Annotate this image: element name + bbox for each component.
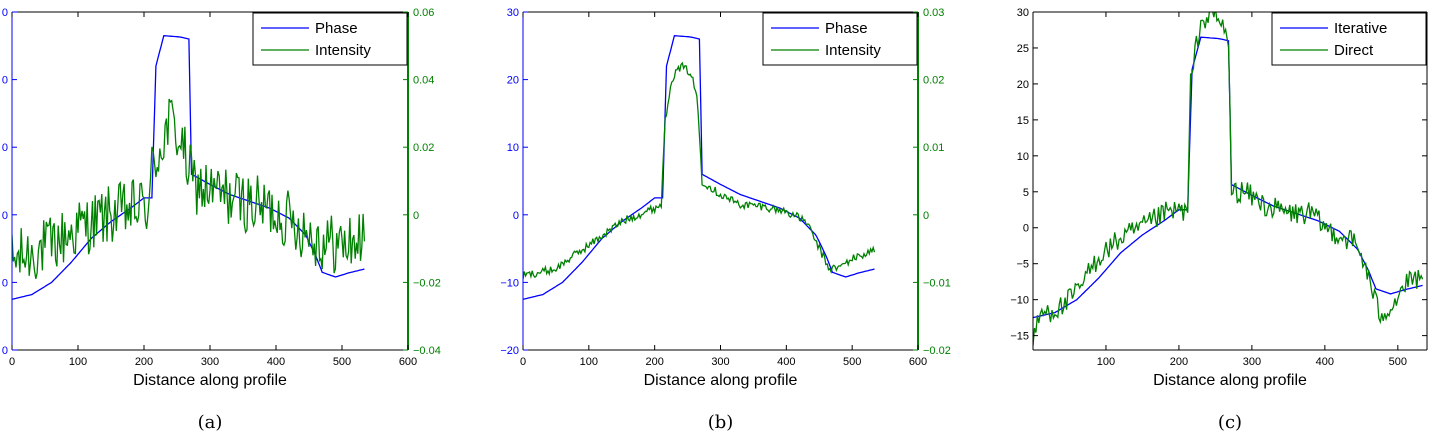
x-tick-label: 0 <box>8 356 16 368</box>
legend <box>253 13 407 65</box>
y-tick-label-left: −15 <box>1010 330 1029 343</box>
y-tick-label-left: 0 <box>1022 222 1029 235</box>
legend-label-intensity: Intensity <box>315 42 371 59</box>
y-tick-label-left: 30 <box>1016 7 1029 19</box>
x-tick-label: 400 <box>266 356 286 368</box>
y-tick-label-left: 30 <box>506 7 519 19</box>
legend-label-direct: Direct <box>1334 42 1374 59</box>
y-tick-label-left: −10 <box>1010 294 1029 307</box>
y-tick-label-left: 10 <box>506 142 519 155</box>
y-tick-label-right: 0 <box>413 209 420 222</box>
y-tick-label-left: −10 <box>500 277 519 290</box>
y-tick-label-right: 0.02 <box>923 74 945 87</box>
panel-caption: (b) <box>707 412 734 432</box>
y-tick-label-left: 20 <box>506 74 519 87</box>
x-tick-label: 100 <box>579 356 599 368</box>
y-tick-label-right: 0 <box>923 209 930 222</box>
y-tick-label-left: 0 <box>1 345 8 357</box>
y-tick-label-left: 20 <box>1016 78 1029 91</box>
legend-label-intensity: Intensity <box>825 42 881 59</box>
y-tick-label-left: 0 <box>1 277 8 290</box>
y-tick-label-right: −0.01 <box>923 277 951 290</box>
y-tick-label-right: 0.04 <box>413 74 435 87</box>
x-axis-label: Distance along profile <box>133 372 287 389</box>
legend <box>763 13 917 65</box>
y-tick-label-right: 0.03 <box>923 7 945 19</box>
y-tick-label-right: −0.04 <box>413 345 441 357</box>
x-axis-label: Distance along profile <box>643 372 798 389</box>
x-tick-label: 300 <box>200 356 220 368</box>
x-tick-label: 500 <box>842 356 862 368</box>
legend <box>1272 13 1426 65</box>
y-tick-label-left: 15 <box>1016 114 1029 127</box>
y-tick-label-right: −0.02 <box>923 345 951 357</box>
series-line-iterative <box>1033 37 1423 317</box>
y-tick-label-left: 25 <box>1016 42 1029 55</box>
y-tick-label-right: −0.02 <box>413 277 441 290</box>
x-tick-label: 200 <box>645 356 664 368</box>
y-tick-label-left: −5 <box>1016 258 1029 271</box>
chart-panel-b <box>500 7 951 432</box>
y-tick-label-left: 0 <box>1 7 8 19</box>
y-tick-label-left: 5 <box>1022 186 1029 199</box>
x-tick-label: 400 <box>777 356 796 368</box>
panel-caption: (c) <box>1217 412 1243 432</box>
x-tick-label: 100 <box>68 356 88 368</box>
y-tick-label-right: 0.06 <box>413 7 435 19</box>
x-tick-label: 300 <box>711 356 730 368</box>
x-tick-label: 300 <box>1242 356 1262 368</box>
x-tick-label: 100 <box>1096 356 1116 368</box>
x-tick-label: 600 <box>398 356 418 368</box>
x-tick-label: 500 <box>332 356 352 368</box>
series-line-intensity <box>12 99 364 279</box>
x-tick-label: 200 <box>134 356 154 368</box>
y-tick-label-left: 0 <box>1 74 8 87</box>
y-tick-label-right: 0.01 <box>923 142 945 155</box>
series-line-phase <box>12 36 364 300</box>
x-tick-label: 400 <box>1315 356 1335 368</box>
x-tick-label: 0 <box>519 356 527 368</box>
legend-label-phase: Phase <box>825 20 868 37</box>
y-tick-label-left: 0 <box>1 142 8 155</box>
y-tick-label-left: −20 <box>500 345 519 357</box>
panel-caption: (a) <box>197 412 223 432</box>
legend-label-phase: Phase <box>315 20 358 37</box>
chart-panel-a <box>2 7 441 432</box>
x-tick-label: 500 <box>1388 356 1407 368</box>
y-tick-label-left: 10 <box>1016 150 1029 163</box>
x-tick-label: 600 <box>908 356 928 368</box>
legend-label-iterative: Iterative <box>1334 20 1388 37</box>
y-tick-label-left: 0 <box>1 209 8 222</box>
x-axis-label: Distance along profile <box>1153 372 1307 389</box>
y-tick-label-right: 0.02 <box>413 142 435 155</box>
series-line-phase <box>523 36 875 300</box>
x-tick-label: 200 <box>1169 356 1189 368</box>
y-tick-label-left: 0 <box>512 209 519 222</box>
chart-panel-c <box>1010 2 1427 432</box>
